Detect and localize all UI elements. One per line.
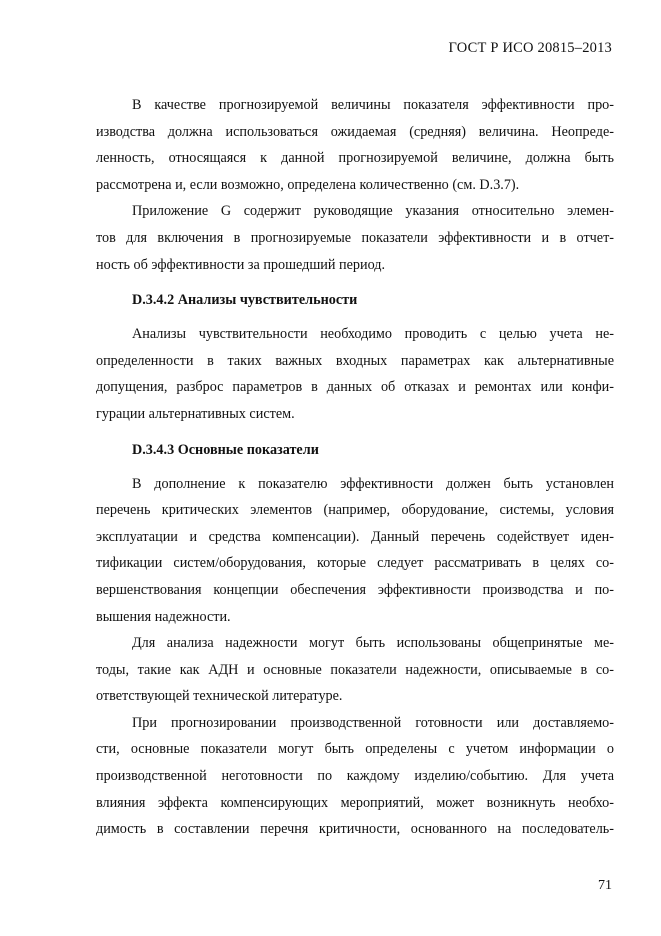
paragraph-line: тов для включения в прогнозируемые показатели эффективности и в отчет- bbox=[96, 229, 614, 246]
document-header: ГОСТ Р ИСО 20815–2013 bbox=[448, 40, 612, 56]
paragraph-line: ленность, относящаяся к данной прогнозируемой величине, должна быть bbox=[96, 150, 614, 167]
section-heading: D.3.4.3 Основные показатели bbox=[132, 441, 319, 458]
paragraph-line: димость в составлении перечня критичности, основанного на последователь- bbox=[96, 821, 614, 838]
paragraph-line: тификации систем/оборудования, которые следует рассматривать в целях со- bbox=[96, 555, 614, 572]
section-heading: D.3.4.2 Анализы чувствительности bbox=[132, 292, 358, 309]
paragraph-line: ность об эффективности за прошедший период. bbox=[96, 256, 386, 273]
paragraph-line: При прогнозировании производственной готовности или доставляемо- bbox=[132, 714, 614, 731]
paragraph-line: перечень критических элементов (например, оборудование, системы, условия bbox=[96, 502, 614, 519]
paragraph-line: изводства должна использоваться ожидаемая (средняя) величина. Неопреде- bbox=[96, 123, 614, 140]
paragraph-line: допущения, разброс параметров в данных об отказах и ремонтах или конфи- bbox=[96, 379, 614, 396]
paragraph bbox=[96, 321, 614, 427]
paragraph-line: сти, основные показатели могут быть определены с учетом информации о bbox=[96, 741, 614, 758]
paragraph-line: Приложение G содержит руководящие указания относительно элемен- bbox=[132, 203, 614, 220]
paragraph-line: тоды, такие как АДН и основные показатели надежности, описываемые в со- bbox=[96, 661, 614, 678]
paragraph bbox=[96, 92, 614, 198]
paragraph-line: ответствующей технической литературе. bbox=[96, 688, 343, 705]
paragraph bbox=[96, 471, 614, 631]
paragraph-line: производственной неготовности по каждому изделию/событию. Для учета bbox=[96, 768, 614, 785]
paragraph-line: Анализы чувствительности необходимо проводить с целью учета не- bbox=[132, 326, 614, 343]
paragraph-line: гурации альтернативных систем. bbox=[96, 405, 295, 422]
paragraph-line: вершенствования концепции обеспечения эффективности производства и по- bbox=[96, 581, 614, 598]
paragraph-line: В дополнение к показателю эффективности должен быть установлен bbox=[132, 475, 614, 492]
paragraph bbox=[96, 630, 614, 710]
paragraph-line: рассмотрена и, если возможно, определена количественно (см. D.3.7). bbox=[96, 176, 520, 193]
paragraph-line: эксплуатации и средства компенсации). Данный перечень содействует иден- bbox=[96, 528, 614, 545]
page-number: 71 bbox=[598, 878, 612, 893]
paragraph-line: В качестве прогнозируемой величины показателя эффективности про- bbox=[132, 97, 614, 113]
document-body bbox=[96, 92, 614, 843]
paragraph-line: влияния эффекта компенсирующих мероприятий, может возникнуть необхо- bbox=[96, 794, 614, 811]
paragraph-line: вышения надежности. bbox=[96, 608, 231, 625]
paragraph-line: Для анализа надежности могут быть использованы общепринятые ме- bbox=[132, 635, 614, 652]
paragraph-line: определенности в таких важных входных параметрах как альтернативные bbox=[96, 352, 614, 369]
paragraph bbox=[96, 710, 614, 843]
paragraph bbox=[96, 198, 614, 278]
